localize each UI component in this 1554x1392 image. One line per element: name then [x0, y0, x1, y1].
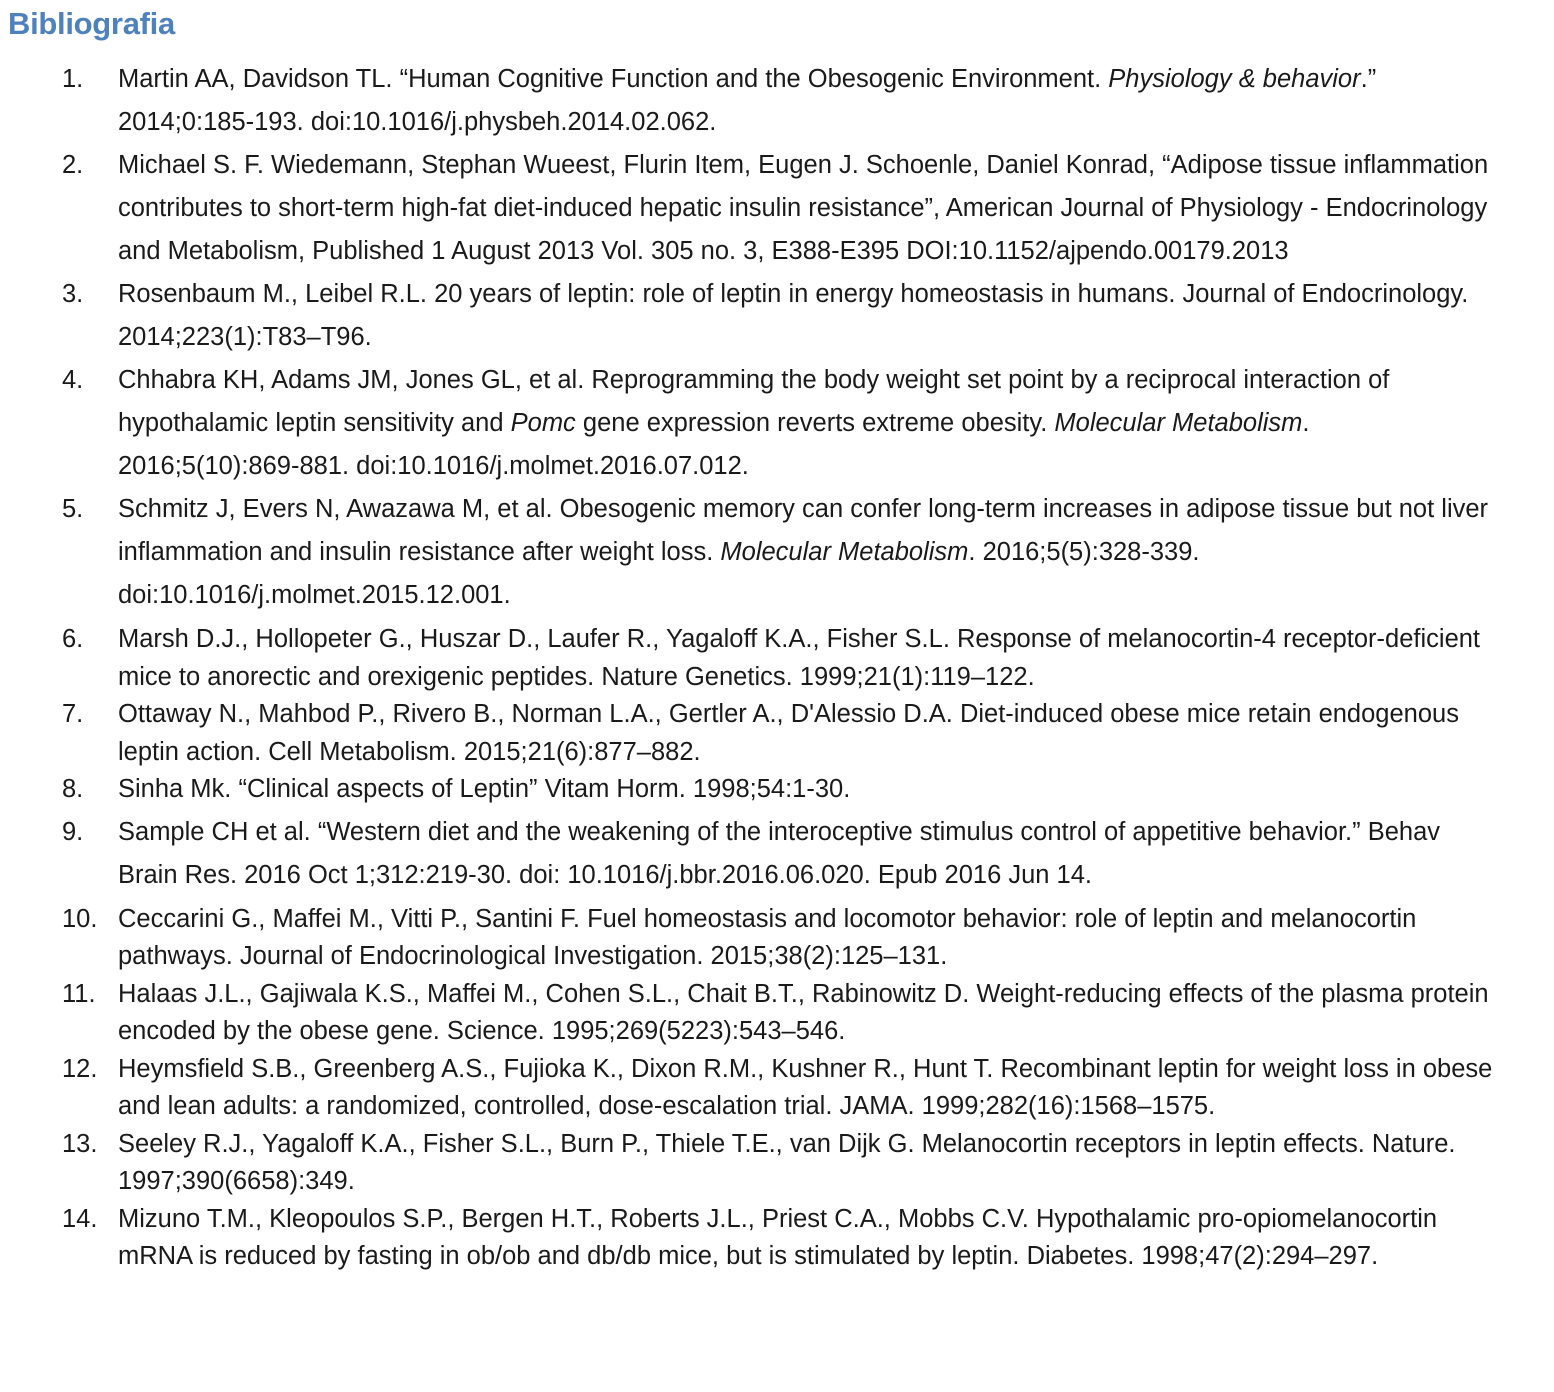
reference-number: 1.	[62, 65, 84, 93]
reference-text: Halaas J.L., Gajiwala K.S., Maffei M., Cohen S.L., Chait B.T., Rabinowitz D. Weight-reducing effects of the plasma protein encoded by the obese gene. Science. 1995;269(5223):543–546.	[118, 979, 1489, 1045]
reference-number: 13.	[62, 1129, 98, 1158]
reference-text: Heymsfield S.B., Greenberg A.S., Fujioka K., Dixon R.M., Kushner R., Hunt T. Recombinant leptin for weight loss in obese and lean adults: a randomized, controlled, dose-escalation trial. JAMA. 1999;282(16):1568–1575.	[118, 1054, 1493, 1120]
reference-text: Rosenbaum M., Leibel R.L. 20 years of leptin: role of leptin in energy homeostasis in humans. Journal of Endocrinology. 2014;223(1):T83–T96.	[118, 280, 1469, 351]
page-title: Bibliografia	[8, 6, 175, 41]
reference-text: Marsh D.J., Hollopeter G., Huszar D., Laufer R., Yagaloff K.A., Fisher S.L. Response of melanocortin-4 receptor-deficient mice to anorectic and orexigenic peptides. Nature Genetics. 1999;21(1):119–122.	[118, 625, 1481, 691]
reference-text: Mizuno T.M., Kleopoulos S.P., Bergen H.T., Roberts J.L., Priest C.A., Mobbs C.V. Hypothalamic pro-opiomelanocortin mRNA is reduced by fasting in ob/ob and db/db mice, but is stimulated by leptin. Diabetes. 1998;47(2):294–297.	[118, 1204, 1438, 1270]
reference-item	[0, 811, 1498, 897]
reference-item	[0, 1201, 1498, 1276]
reference-item	[0, 58, 1498, 144]
reference-text: Michael S. F. Wiedemann, Stephan Wueest, Flurin Item, Eugen J. Schoenle, Daniel Konrad, “Adipose tissue inflammation contributes to short-term high-fat diet-induced hepatic insulin resistance”, American Journal of Physiology - Endocrinology and Metabolism, Published 1 August 2013 Vol. 305 no. 3, E388-E395 DOI:10.1152/ajpendo.00179.2013	[118, 151, 1489, 265]
reference-item	[0, 1051, 1498, 1126]
reference-item	[0, 621, 1498, 696]
reference-item	[0, 488, 1498, 617]
reference-item	[0, 359, 1498, 488]
reference-item	[0, 901, 1498, 976]
reference-number: 11.	[62, 979, 96, 1008]
reference-number: 4.	[62, 366, 84, 394]
reference-number: 14.	[62, 1204, 98, 1233]
reference-number: 3.	[62, 280, 84, 308]
reference-text: Sample CH et al. “Western diet and the weakening of the interoceptive stimulus control of appetitive behavior.” Behav Brain Res. 2016 Oct 1;312:219-30. doi: 10.1016/j.bbr.2016.06.020. Epub 2016 Jun 14.	[118, 817, 1441, 889]
reference-text: Seeley R.J., Yagaloff K.A., Fisher S.L., Burn P., Thiele T.E., van Dijk G. Melanocortin receptors in leptin effects. Nature. 1997;390(6658):349.	[118, 1129, 1456, 1195]
reference-item	[0, 1126, 1498, 1201]
reference-number: 6.	[62, 625, 84, 653]
reference-text: Schmitz J, Evers N, Awazawa M, et al. Obesogenic memory can confer long-term increases in adipose tissue but not liver inflammation and insulin resistance after weight loss. Molecular Metabolism. 2016;5(5):328-339. doi:10.1016/j.molmet.2015.12.001.	[118, 495, 1489, 609]
reference-text: Chhabra KH, Adams JM, Jones GL, et al. Reprogramming the body weight set point by a reciprocal interaction of hypothalamic leptin sensitivity and Pomc gene expression reverts extreme obesity. Molecular Metabolism. 2016;5(10):869-881. doi:10.1016/j.molmet.2016.07.012.	[118, 366, 1390, 480]
reference-item	[0, 696, 1498, 771]
reference-number: 2.	[62, 151, 84, 179]
reference-number: 8.	[62, 775, 84, 803]
reference-number: 10.	[62, 904, 98, 933]
reference-item	[0, 976, 1498, 1051]
reference-number: 9.	[62, 817, 84, 846]
reference-number: 7.	[62, 700, 84, 728]
reference-item	[0, 771, 1498, 809]
reference-text: Martin AA, Davidson TL. “Human Cognitive Function and the Obesogenic Environment. Physiology & behavior.” 2014;0:185-193. doi:10.1016/j.physbeh.2014.02.062.	[118, 65, 1377, 136]
reference-text: Ceccarini G., Maffei M., Vitti P., Santini F. Fuel homeostasis and locomotor behavior: role of leptin and melanocortin pathways. Journal of Endocrinological Investigation. 2015;38(2):125–131.	[118, 904, 1417, 970]
reference-list	[0, 58, 1554, 1276]
reference-item	[0, 144, 1498, 273]
reference-number: 12.	[62, 1054, 98, 1083]
reference-text: Sinha Mk. “Clinical aspects of Leptin” Vitam Horm. 1998;54:1-30.	[118, 775, 851, 803]
reference-item	[0, 273, 1498, 359]
reference-text: Ottaway N., Mahbod P., Rivero B., Norman L.A., Gertler A., D'Alessio D.A. Diet-induced obese mice retain endogenous leptin action. Cell Metabolism. 2015;21(6):877–882.	[118, 700, 1459, 766]
reference-number: 5.	[62, 495, 84, 523]
